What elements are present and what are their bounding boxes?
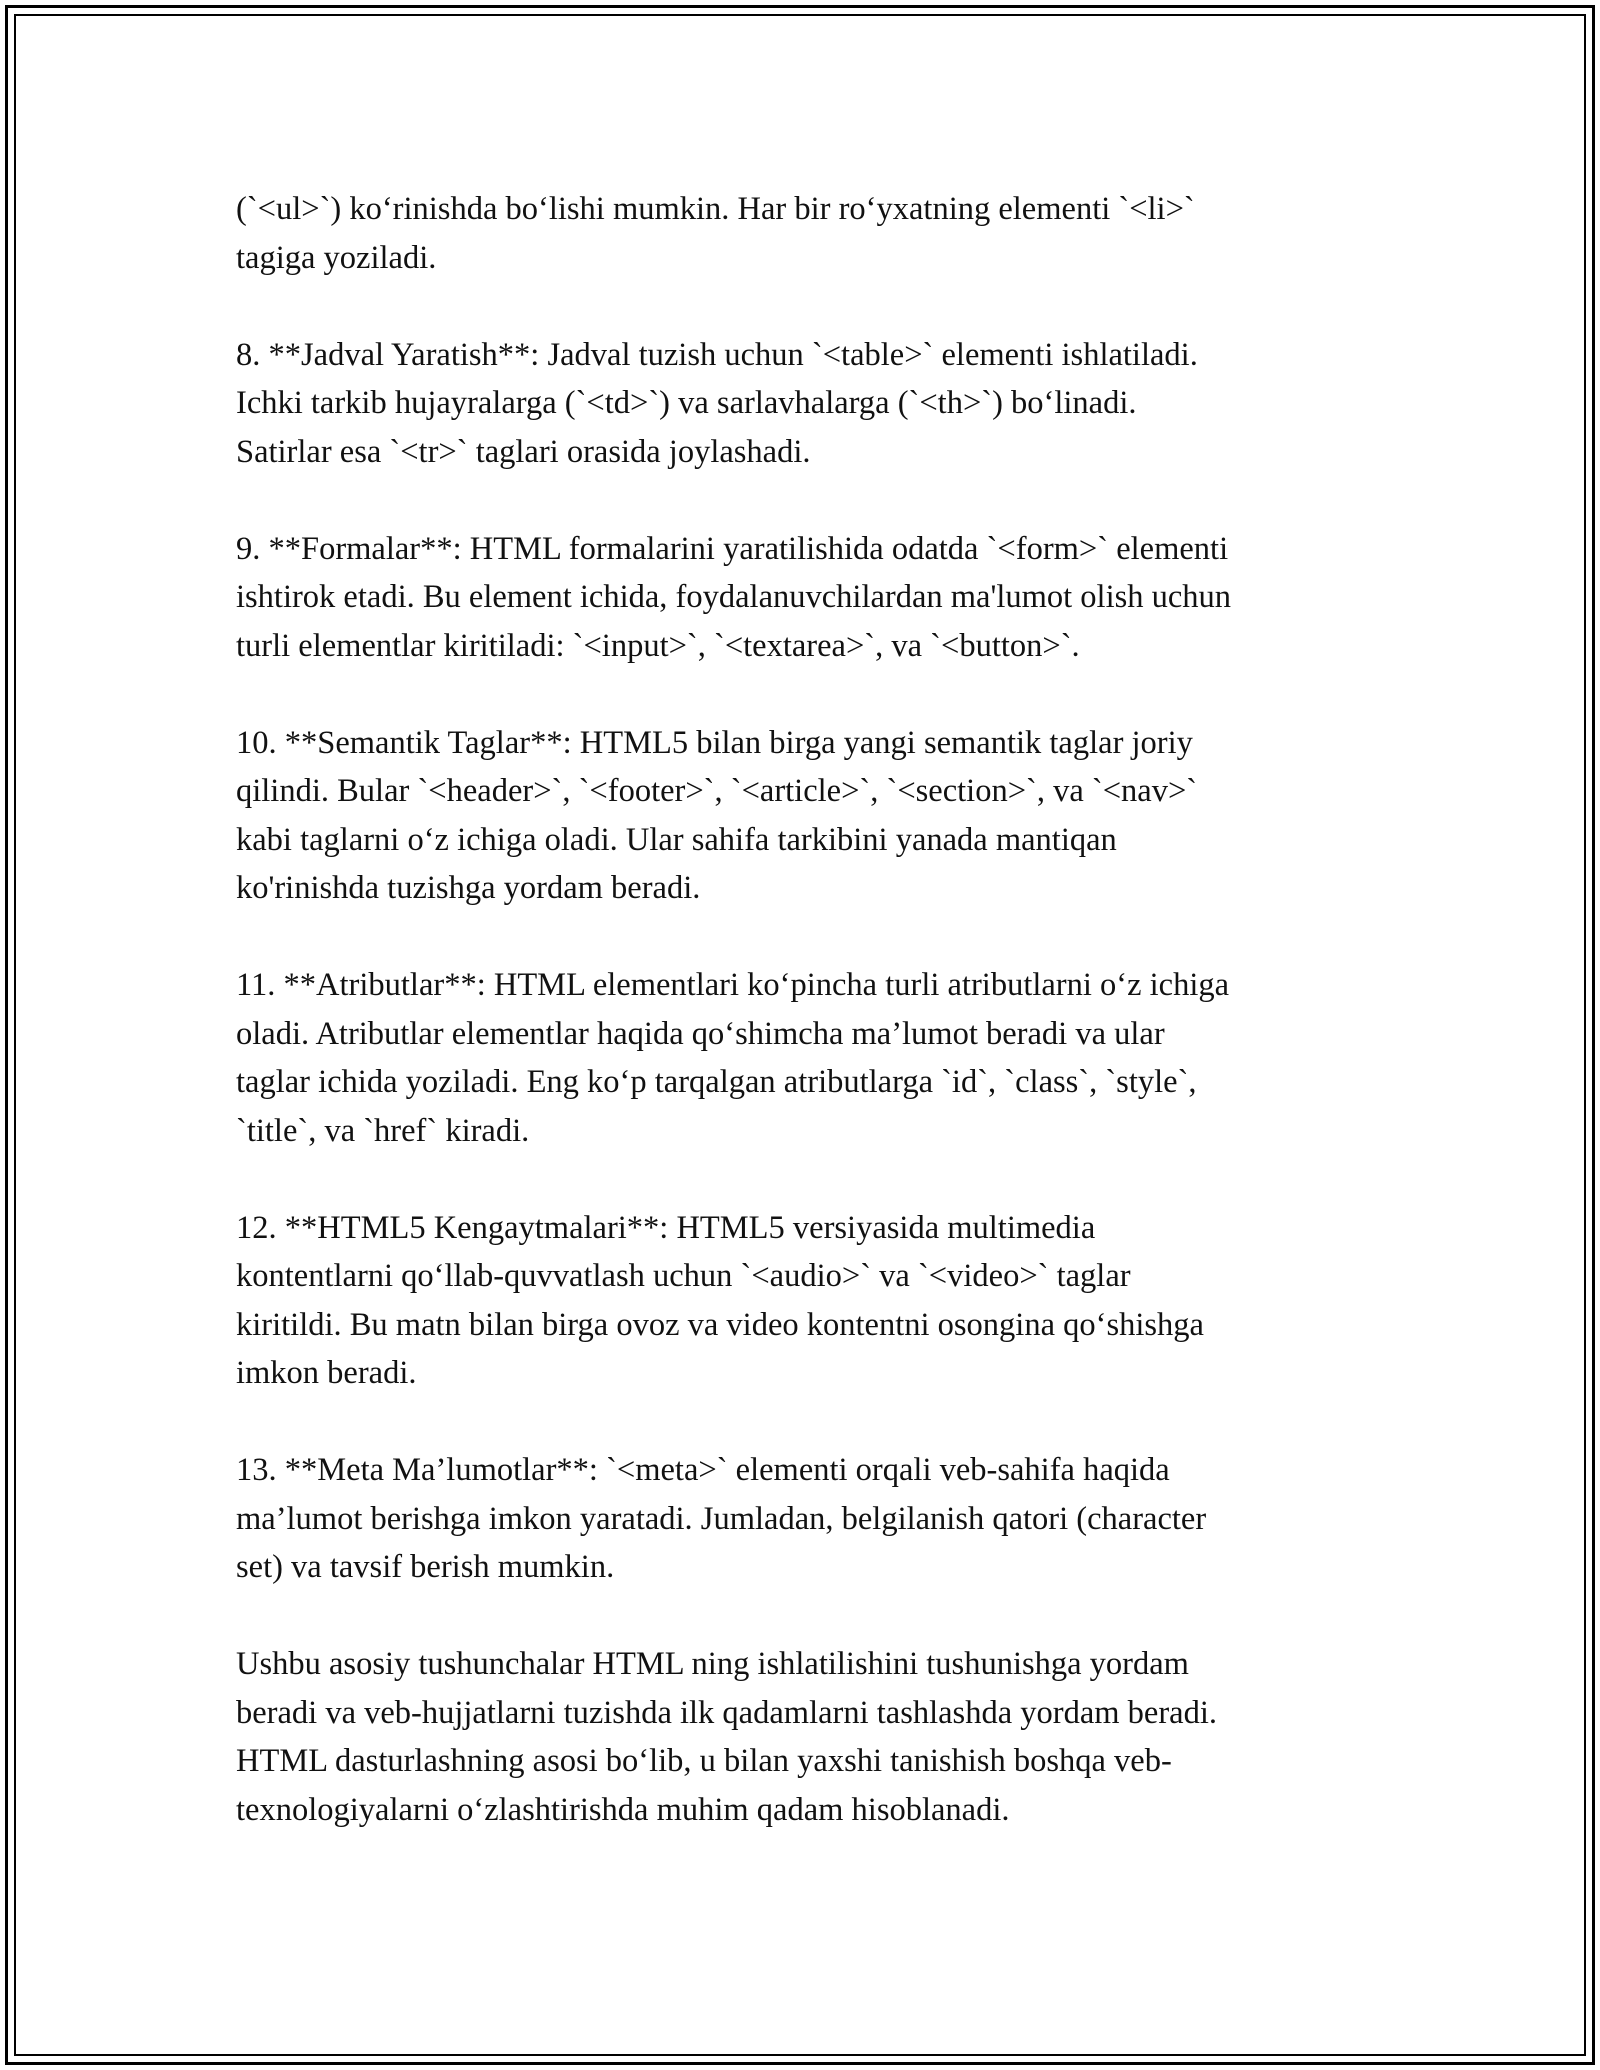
paragraph-jadval-yaratish: 8. **Jadval Yaratish**: Jadval tuzish uchun `<table>` elementi ishlatiladi. Ichki tarkib hujayralarga (`<td>`) va sarlavhalarga (`<th>`) bo‘linadi. Satirlar esa `<tr>` taglari orasida joylashadi. [236,336,1198,470]
paragraph-html5-kengaytmalari: 12. **HTML5 Kengaytmalari**: HTML5 versiyasida multimedia kontentlarni qo‘llab-quvvatlash uchun `<audio>` va `<video>` taglar kiritildi. Bu matn bilan birga ovoz va video kontentni osongina qo‘shishga imkon beradi. [236,1209,1204,1391]
paragraph-formalar: 9. **Formalar**: HTML formalarini yaratilishida odatda `<form>` elementi ishtirok etadi. Bu element ichida, foydalanuvchilardan ma'lumot olish uchun turli elementlar kiritiladi: `<input>`, `<textarea>`, va `<button>`. [236,530,1232,664]
document-body [236,185,1386,1834]
paragraph-conclusion: Ushbu asosiy tushunchalar HTML ning ishlatilishini tushunishga yordam beradi va veb-hujjatlarni tuzishda ilk qadamlarni tashlashda yordam beradi. HTML dasturlashning asosi bo‘lib, u bilan yaxshi tanishish boshqa veb- texnologiyalarni o‘zlashtirishda muhim qadam hisoblanadi. [236,1646,1217,1828]
paragraph-meta-malumotlar: 13. **Meta Ma’lumotlar**: `<meta>` elementi orqali veb-sahifa haqida ma’lumot berishga imkon yaratadi. Jumladan, belgilanish qatori (character set) va tavsif berish mumkin. [236,1452,1207,1585]
paragraph-list-continuation: (`<ul>`) ko‘rinishda bo‘lishi mumkin. Har bir ro‘yxatning elementi `<li>` tagiga yoziladi. [236,191,1195,276]
paragraph-atributlar: 11. **Atributlar**: HTML elementlari ko‘pincha turli atributlarni o‘z ichiga oladi. Atributlar elementlar haqida qo‘shimcha ma’lumot beradi va ular taglar ichida yoziladi. Eng ko‘p tarqalgan atributlarga `id`, `class`, `style`, `title`, va `href` kiradi. [236,967,1230,1149]
paragraph-semantik-taglar: 10. **Semantik Taglar**: HTML5 bilan birga yangi semantik taglar joriy qilindi. Bular `<header>`, `<footer>`, `<article>`, `<section>`, va `<nav>` kabi taglarni o‘z ichiga oladi. Ular sahifa tarkibini yanada mantiqan ko'rinishda tuzishga yordam beradi. [236,724,1198,906]
